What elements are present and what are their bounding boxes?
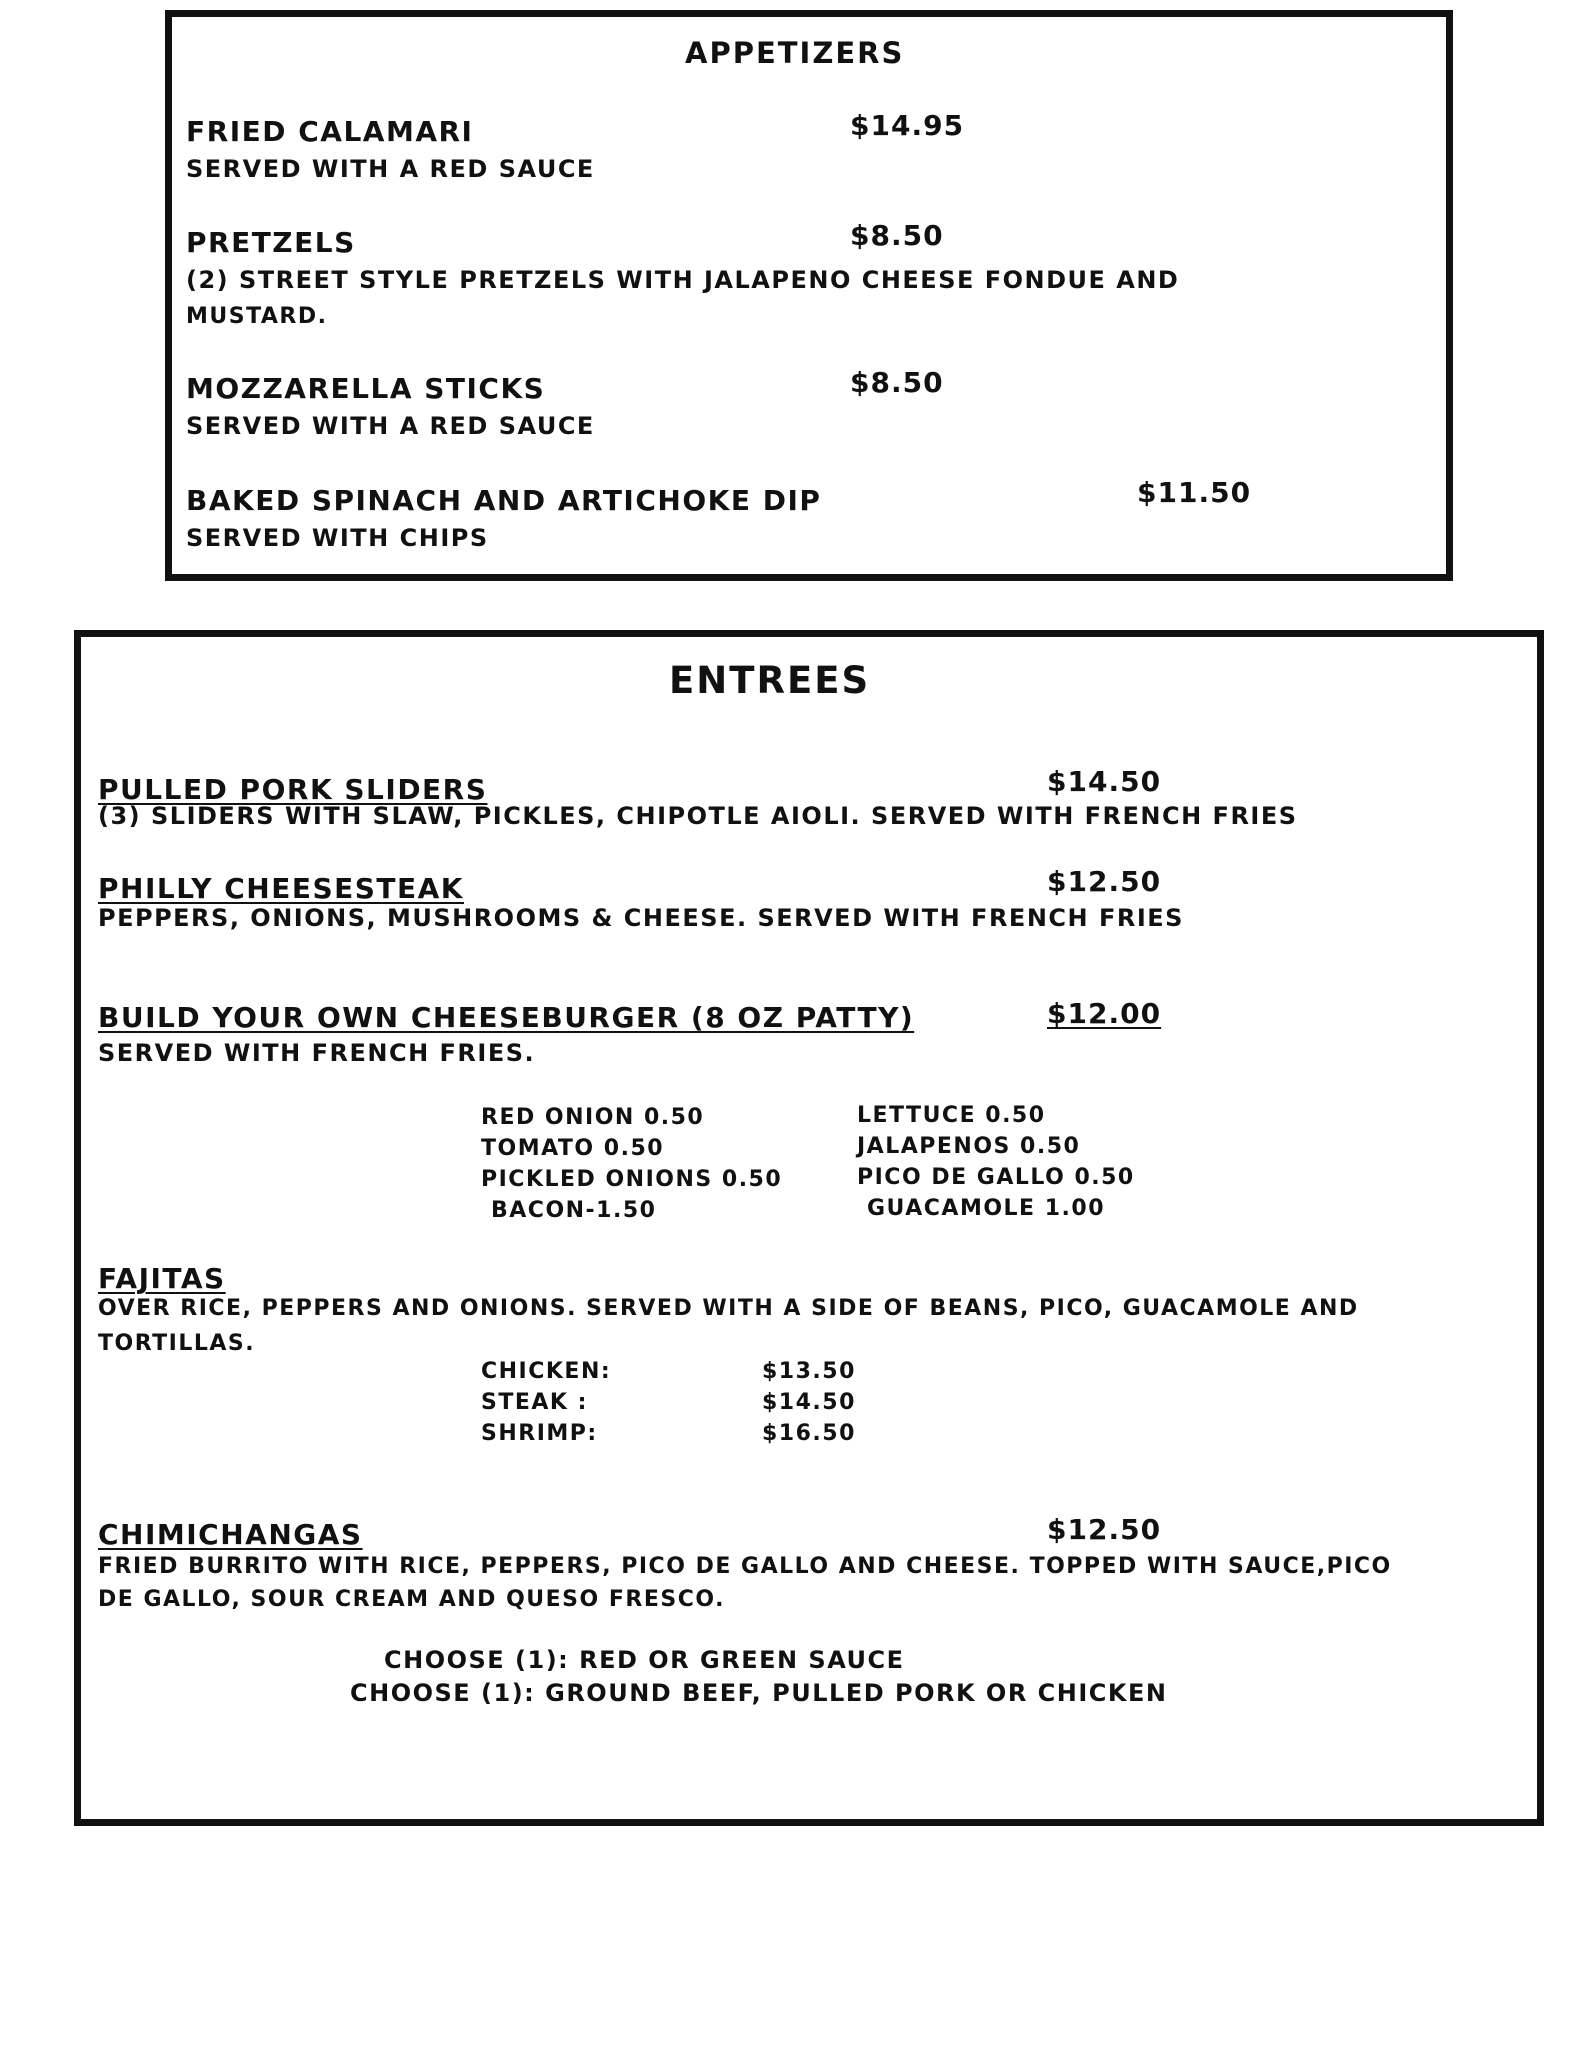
menu-item-description: (3) SLIDERS WITH SLAW, PICKLES, CHIPOTLE AIOLI. SERVED WITH FRENCH FRIES <box>98 802 1298 830</box>
menu-item-price: $14.95 <box>850 109 965 142</box>
menu-item-description: (2) STREET STYLE PRETZELS WITH JALAPENO CHEESE FONDUE AND <box>186 266 1180 294</box>
menu-item-description: SERVED WITH A RED SAUCE <box>186 155 595 183</box>
menu-item-description: SERVED WITH CHIPS <box>186 524 489 552</box>
fajita-option-label: CHICKEN: <box>481 1359 612 1384</box>
menu-item-description: OVER RICE, PEPPERS AND ONIONS. SERVED WITH A SIDE OF BEANS, PICO, GUACAMOLE AND <box>98 1296 1359 1321</box>
menu-item-name: PRETZELS <box>186 226 356 259</box>
menu-item-price: $11.50 <box>1137 476 1252 509</box>
menu-item-name: PULLED PORK SLIDERS <box>98 773 488 806</box>
menu-item-name: FRIED CALAMARI <box>186 115 474 148</box>
fajita-option-label: SHRIMP: <box>481 1421 598 1446</box>
addon-item: RED ONION 0.50 <box>481 1105 705 1130</box>
addon-item: PICO DE GALLO 0.50 <box>857 1165 1135 1190</box>
fajita-option-label: STEAK : <box>481 1390 588 1415</box>
entrees-title: ENTREES <box>669 659 871 702</box>
menu-item-name: BUILD YOUR OWN CHEESEBURGER (8 OZ PATTY) <box>98 1001 915 1034</box>
menu-item-name: MOZZARELLA STICKS <box>186 372 546 405</box>
addon-item: BACON-1.50 <box>491 1198 657 1223</box>
addon-item: GUACAMOLE 1.00 <box>867 1196 1106 1221</box>
menu-item-description: PEPPERS, ONIONS, MUSHROOMS & CHEESE. SERVED WITH FRENCH FRIES <box>98 904 1184 932</box>
addon-item: TOMATO 0.50 <box>481 1136 665 1161</box>
menu-item-name: CHIMICHANGAS <box>98 1518 363 1551</box>
fajita-option-price: $16.50 <box>762 1421 856 1446</box>
choose-option: CHOOSE (1): RED OR GREEN SAUCE <box>384 1646 905 1674</box>
addon-item: JALAPENOS 0.50 <box>857 1134 1081 1159</box>
fajita-option-price: $13.50 <box>762 1359 856 1384</box>
menu-item-description-cont: TORTILLAS. <box>98 1331 256 1356</box>
menu-item-description-cont: DE GALLO, SOUR CREAM AND QUESO FRESCO. <box>98 1587 725 1612</box>
menu-item-description: SERVED WITH A RED SAUCE <box>186 412 595 440</box>
menu-item-price: $8.50 <box>850 219 944 252</box>
menu-item-price: $12.50 <box>1047 1513 1162 1546</box>
fajita-option-price: $14.50 <box>762 1390 856 1415</box>
addon-item: LETTUCE 0.50 <box>857 1103 1046 1128</box>
appetizers-title: APPETIZERS <box>685 36 905 70</box>
menu-item-price: $8.50 <box>850 366 944 399</box>
menu-item-description: SERVED WITH FRENCH FRIES. <box>98 1039 536 1067</box>
menu-item-price: $14.50 <box>1047 765 1162 798</box>
menu-item-price: $12.50 <box>1047 865 1162 898</box>
menu-item-description: FRIED BURRITO WITH RICE, PEPPERS, PICO DE GALLO AND CHEESE. TOPPED WITH SAUCE,PICO <box>98 1554 1392 1579</box>
menu-item-name: FAJITAS <box>98 1262 226 1295</box>
menu-item-name: BAKED SPINACH AND ARTICHOKE DIP <box>186 484 822 517</box>
menu-item-price: $12.00 <box>1047 997 1162 1030</box>
choose-option: CHOOSE (1): GROUND BEEF, PULLED PORK OR CHICKEN <box>350 1679 1168 1707</box>
menu-item-name: PHILLY CHEESESTEAK <box>98 872 465 905</box>
menu-item-description-cont: MUSTARD. <box>186 304 328 329</box>
addon-item: PICKLED ONIONS 0.50 <box>481 1167 783 1192</box>
